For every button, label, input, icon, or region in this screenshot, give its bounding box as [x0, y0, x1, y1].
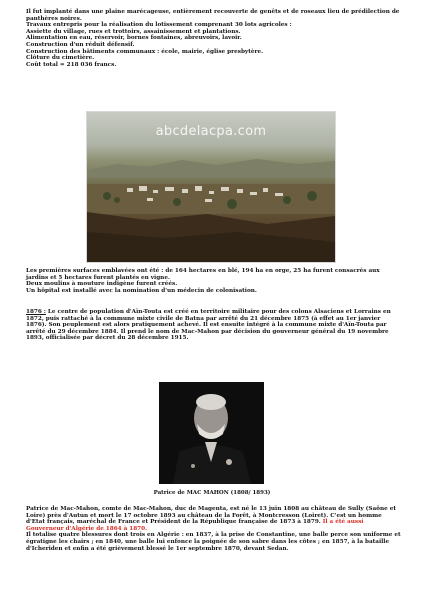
crops-line-2: Deux moulins à mouture indigène furent créés. [26, 281, 178, 288]
bio-paragraph [26, 506, 401, 532]
history-paragraph [26, 309, 401, 342]
crops-line-3: Un hôpital est installé avec la nomination d'un médecin de colonisation. [26, 287, 257, 294]
intro-line-1: Il fut implanté dans une plaine marécageuse, entièrement recouverte de genêts et de roseaux lieu de prédilection de panthères noires. [26, 9, 400, 22]
intro-block [26, 9, 401, 68]
intro-line-5: Construction d'un réduit défensif. [26, 41, 135, 48]
bio-block [26, 506, 401, 552]
foreground-shape [87, 202, 335, 262]
portrait-caption: Patrice de MAC MAHON (1808/ 1893) [153, 490, 271, 496]
crops-block [26, 268, 401, 294]
history-year: 1876 : [26, 309, 46, 315]
intro-line-3: Assiette du village, rues et trottoirs, assainissement et plantations. [26, 28, 241, 35]
mac-mahon-portrait [159, 382, 264, 484]
intro-line-2: Travaux entrepris pour la réalisation du lotissement comprenant 30 lots agricoles : [26, 22, 292, 29]
history-block [26, 309, 401, 342]
portrait-figure [159, 382, 264, 484]
crops-line-1: Les premières surfaces emblavées ont été : de 164 hectares en blé, 194 ha en orge, 25 ha furent consacrés aux jardins et 5 hectares furent plantés en vigne. [26, 268, 380, 281]
intro-line-4: Alimentation en eau, réservoir, bornes fontaines, abreuvoirs, lavoir. [26, 35, 242, 42]
watermark: abcdelacpa.com [155, 124, 267, 139]
intro-line-8: Coût total = 218 036 francs. [26, 61, 117, 68]
history-text: Le centre de population d'Aïn-Touta est créé en territoire militaire pour des colons Alsaciens et Lorrains en 1872, puis rattaché à la commune mixte civile de Batna par arrêté du 21 décembre 1875 (à effet au 1er janvier 1876). Son peuplement est alors pratiquement achevé. Il est ensuite intégré à la commune mixte d'Aïn-Touta par arrêté du 29 décembre 1884. Il prend le nom de Mac-Mahon par décision du gouverneur général du 19 novembre 1893, officialisée par décret du 28 décembre 1915. [26, 309, 391, 342]
intro-line-7: Clôture du cimetière. [26, 55, 95, 62]
bio-paragraph-2: Il totalise quatre blessures dont trois en Algérie : en 1837, à la prise de Constantine, une balle perce son uniforme et égratigne les chairs ; en 1840, une balle lui enfonce la poignée de son sabre dans les côtes ; en 1857, à la bataille d'Icheriden et enfin a été grièvement blessé le 1er septembre 1870, devant Sedan. [26, 532, 401, 552]
intro-line-6: Construction des bâtiments communaux : école, mairie, église presbytère. [26, 48, 264, 55]
ain-touta-landscape-photo [87, 112, 335, 262]
bio-highlight: Il a été aussi Gouverneur d'Algérie de 1864 à 1870. [26, 519, 364, 532]
bio-text: Patrice de Mac-Mahon, comte de Mac-Mahon, duc de Magenta, est né le 13 juin 1808 au château de Sully (Saône et Loire) près d'Autun et mort le 17 octobre 1893 au château de la Forêt, à Montcresson (Loiret). C'est un homme d'Etat français, maréchal de France et Président de la République française de 1873 à 1879. [26, 506, 396, 526]
